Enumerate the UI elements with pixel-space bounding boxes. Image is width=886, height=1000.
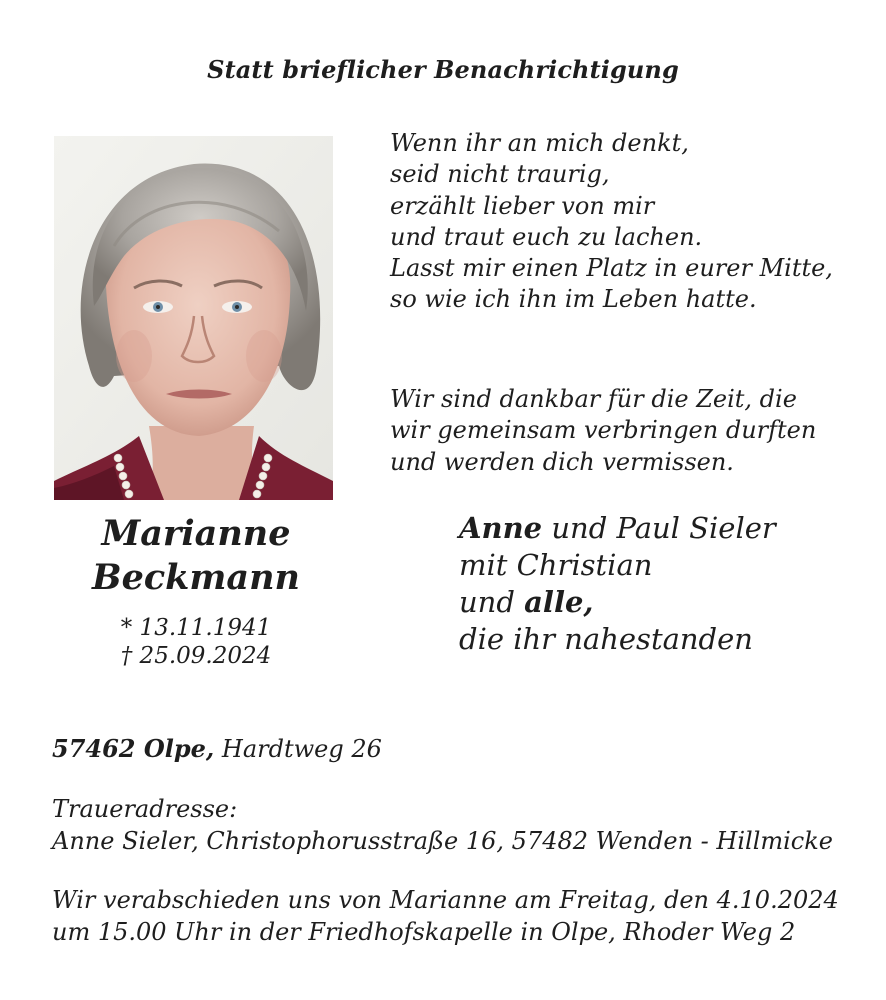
thanks-line: Wir sind dankbar für die Zeit, die xyxy=(390,385,797,413)
mourning-address-value: Anne Sieler, Christophorusstraße 16, 57482 Wenden - Hillmicke xyxy=(52,827,833,855)
address-street: Hardtweg 26 xyxy=(214,735,382,763)
family-line: mit Christian xyxy=(459,548,653,582)
death-date: † 25.09.2024 xyxy=(120,643,272,669)
mourning-address-label: Traueradresse: xyxy=(52,795,238,823)
poem xyxy=(390,128,860,316)
funeral-line: Wir verabschieden uns von Marianne am Freitag, den 4.10.2024 xyxy=(52,886,839,914)
first-name: Marianne xyxy=(101,513,291,554)
poem-line: seid nicht traurig, xyxy=(390,160,610,189)
thanks-text xyxy=(390,384,860,478)
family-all-bold: alle, xyxy=(524,585,594,619)
poem-line: Lasst mir einen Platz in eurer Mitte, xyxy=(390,254,833,283)
family-name-bold: Anne xyxy=(459,511,543,545)
family-signature xyxy=(459,510,869,658)
deceased-name xyxy=(54,512,338,600)
portrait-photo xyxy=(54,136,333,500)
funeral-line: um 15.00 Uhr in der Friedhofskapelle in Olpe, Rhoder Weg 2 xyxy=(52,918,796,946)
thanks-line: und werden dich vermissen. xyxy=(390,447,734,476)
poem-line: erzählt lieber von mir xyxy=(390,191,655,220)
funeral-info xyxy=(52,884,839,948)
home-address xyxy=(52,734,382,763)
thanks-line: wir gemeinsam verbringen durften xyxy=(390,416,817,445)
poem-line: und traut euch zu lachen. xyxy=(390,222,703,251)
poem-line: Wenn ihr an mich denkt, xyxy=(390,129,689,157)
family-line xyxy=(459,510,869,547)
mourning-address xyxy=(52,793,833,857)
family-line: die ihr nahestanden xyxy=(459,622,753,656)
address-city: 57462 Olpe, xyxy=(52,734,215,763)
family-name-rest: und Paul Sieler xyxy=(542,511,776,545)
poem-line: so wie ich ihn im Leben hatte. xyxy=(390,285,757,314)
life-dates xyxy=(54,614,338,670)
last-name: Beckmann xyxy=(91,557,301,598)
family-and: und xyxy=(459,585,525,619)
notice-header: Statt brieflicher Benachrichtigung xyxy=(207,55,679,84)
birth-date: * 13.11.1941 xyxy=(120,615,272,641)
family-line xyxy=(459,584,869,621)
